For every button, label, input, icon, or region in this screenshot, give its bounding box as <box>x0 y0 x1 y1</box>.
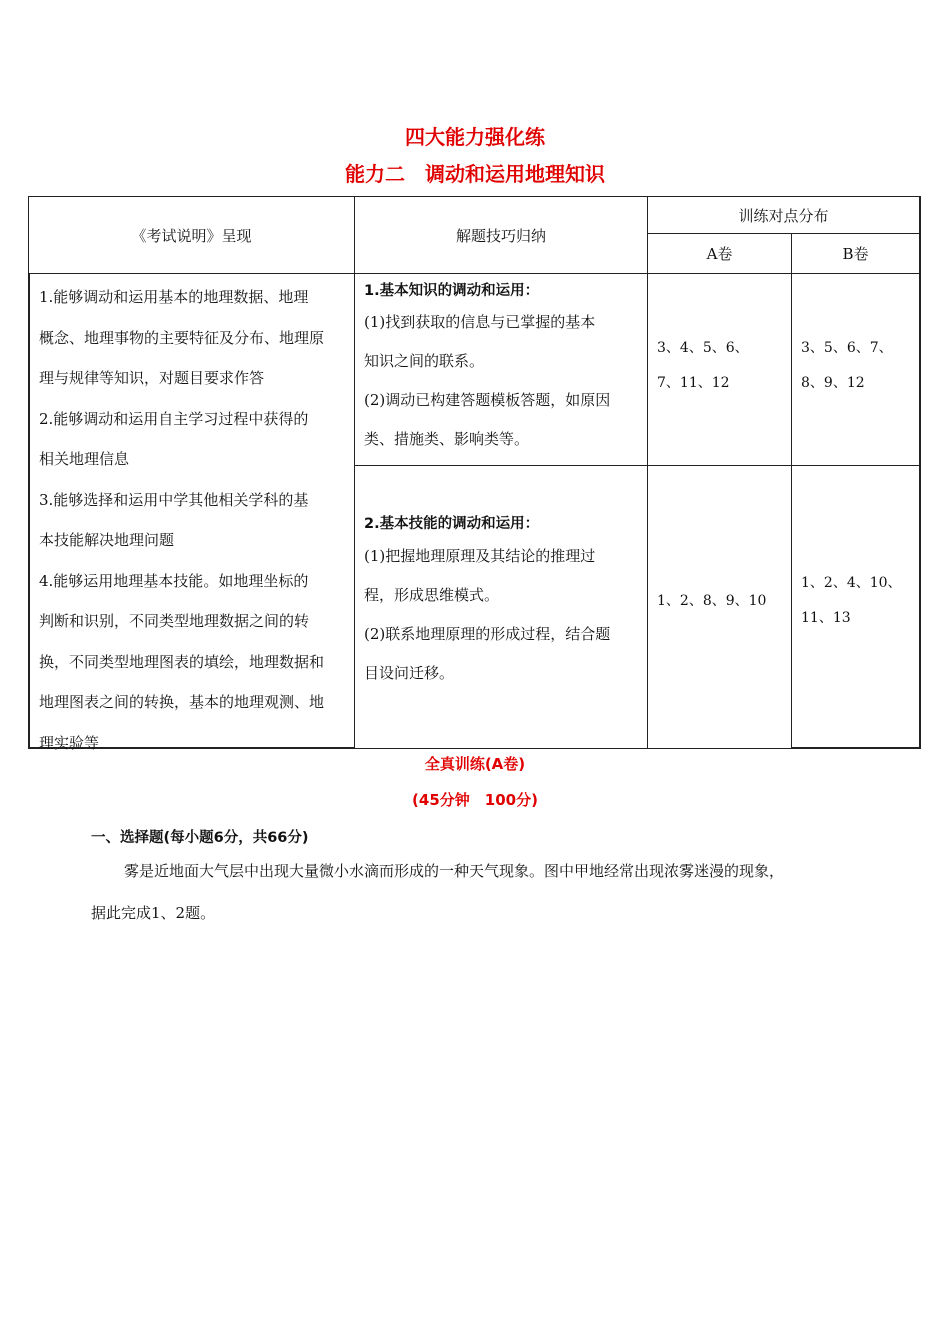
paragraph-line: 雾是近地面大气层中出现大量微小水滴而形成的一种天气现象。图中甲地经常出现浓雾迷漫的现象， <box>124 862 785 880</box>
skill-text-2 <box>364 537 647 693</box>
page-subtitle: 能力二 调动和运用地理知识 <box>345 162 605 186</box>
header-solving-skills <box>354 196 647 273</box>
skill-text-1 <box>364 303 647 459</box>
number-line: 3、5、6、7、 <box>801 340 893 356</box>
paper-b-numbers-2 <box>801 566 919 636</box>
number-line: 11、13 <box>801 610 851 626</box>
number-line: 1、2、4、10、 <box>801 575 902 591</box>
exam-line: 判断和识别，不同类型地理数据之间的转 <box>39 612 310 630</box>
skill-line: (2)调动已构建答题模板答题，如原因 <box>364 391 611 409</box>
skill-line: 程，形成思维模式。 <box>364 586 500 604</box>
exam-line: 相关地理信息 <box>39 450 130 468</box>
paper-a-cell-2 <box>647 465 791 749</box>
exam-description-text <box>39 277 354 763</box>
header-training-distribution <box>647 196 921 233</box>
paper-a-cell-1 <box>647 273 791 465</box>
part-heading: 一、选择题(每小题6分，共66分) <box>91 830 309 846</box>
number-line: 3、4、5、6、 <box>657 340 749 356</box>
paper-a-numbers-1 <box>657 331 791 401</box>
exam-line: 2.能够调动和运用自主学习过程中获得的 <box>39 409 309 428</box>
header-paper-b-label: B卷 <box>842 245 869 263</box>
skill-line: (2)联系地理原理的形成过程，结合题 <box>364 625 611 643</box>
header-exam-description-label: 《考试说明》呈现 <box>131 226 252 245</box>
exam-line: 本技能解决地理问题 <box>39 531 175 549</box>
section-time: (45分钟 100分) <box>412 791 538 809</box>
header-paper-a-label: A卷 <box>706 245 733 263</box>
paper-a-numbers-2 <box>657 584 791 619</box>
header-exam-description <box>28 196 354 273</box>
skill-line: 类、措施类、影响类等。 <box>364 430 530 448</box>
number-line: 7、11、12 <box>657 375 730 391</box>
paper-b-cell-2 <box>791 465 921 749</box>
exam-line: 1.能够调动和运用基本的地理数据、地理 <box>39 288 309 306</box>
skill-cell-1 <box>354 273 647 465</box>
number-line: 8、9、12 <box>801 375 865 391</box>
exam-line: 3.能够选择和运用中学其他相关学科的基 <box>39 490 309 509</box>
exam-description-cell <box>28 273 354 752</box>
skill-line: (1)把握地理原理及其结论的推理过 <box>364 547 596 565</box>
skill-line: 目设问迁移。 <box>364 664 455 682</box>
header-paper-a <box>647 233 791 273</box>
exam-line: 理实验等 <box>39 733 100 752</box>
skill-title-2: 2.基本技能的调动和运用： <box>364 516 540 532</box>
paper-b-cell-1 <box>791 273 921 465</box>
section-title: 全真训练(A卷) <box>424 755 526 773</box>
training-table <box>28 196 921 752</box>
paragraph-line: 据此完成1、2题。 <box>91 904 216 922</box>
number-line: 1、2、8、9、10 <box>657 593 767 609</box>
skill-line: 知识之间的联系。 <box>364 352 485 370</box>
skill-cell-2 <box>354 465 647 749</box>
exam-line: 地理图表之间的转换，基本的地理观测、地 <box>39 693 325 711</box>
exam-line: 换，不同类型地理图表的填绘，地理数据和 <box>39 652 325 671</box>
page-title: 四大能力强化练 <box>405 125 545 149</box>
header-training-distribution-label: 训练对点分布 <box>738 206 829 225</box>
skill-title-1: 1.基本知识的调动和运用： <box>364 283 540 299</box>
header-solving-skills-label: 解题技巧归纳 <box>455 226 546 245</box>
exam-line: 4.能够运用地理基本技能。如地理坐标的 <box>39 571 309 590</box>
skill-line: (1)找到获取的信息与已掌握的基本 <box>364 313 596 331</box>
exam-line: 概念、地理事物的主要特征及分布、地理原 <box>39 328 325 347</box>
paper-b-numbers-1 <box>801 331 919 401</box>
exam-line: 理与规律等知识，对题目要求作答 <box>39 369 265 387</box>
header-paper-b <box>791 233 921 273</box>
